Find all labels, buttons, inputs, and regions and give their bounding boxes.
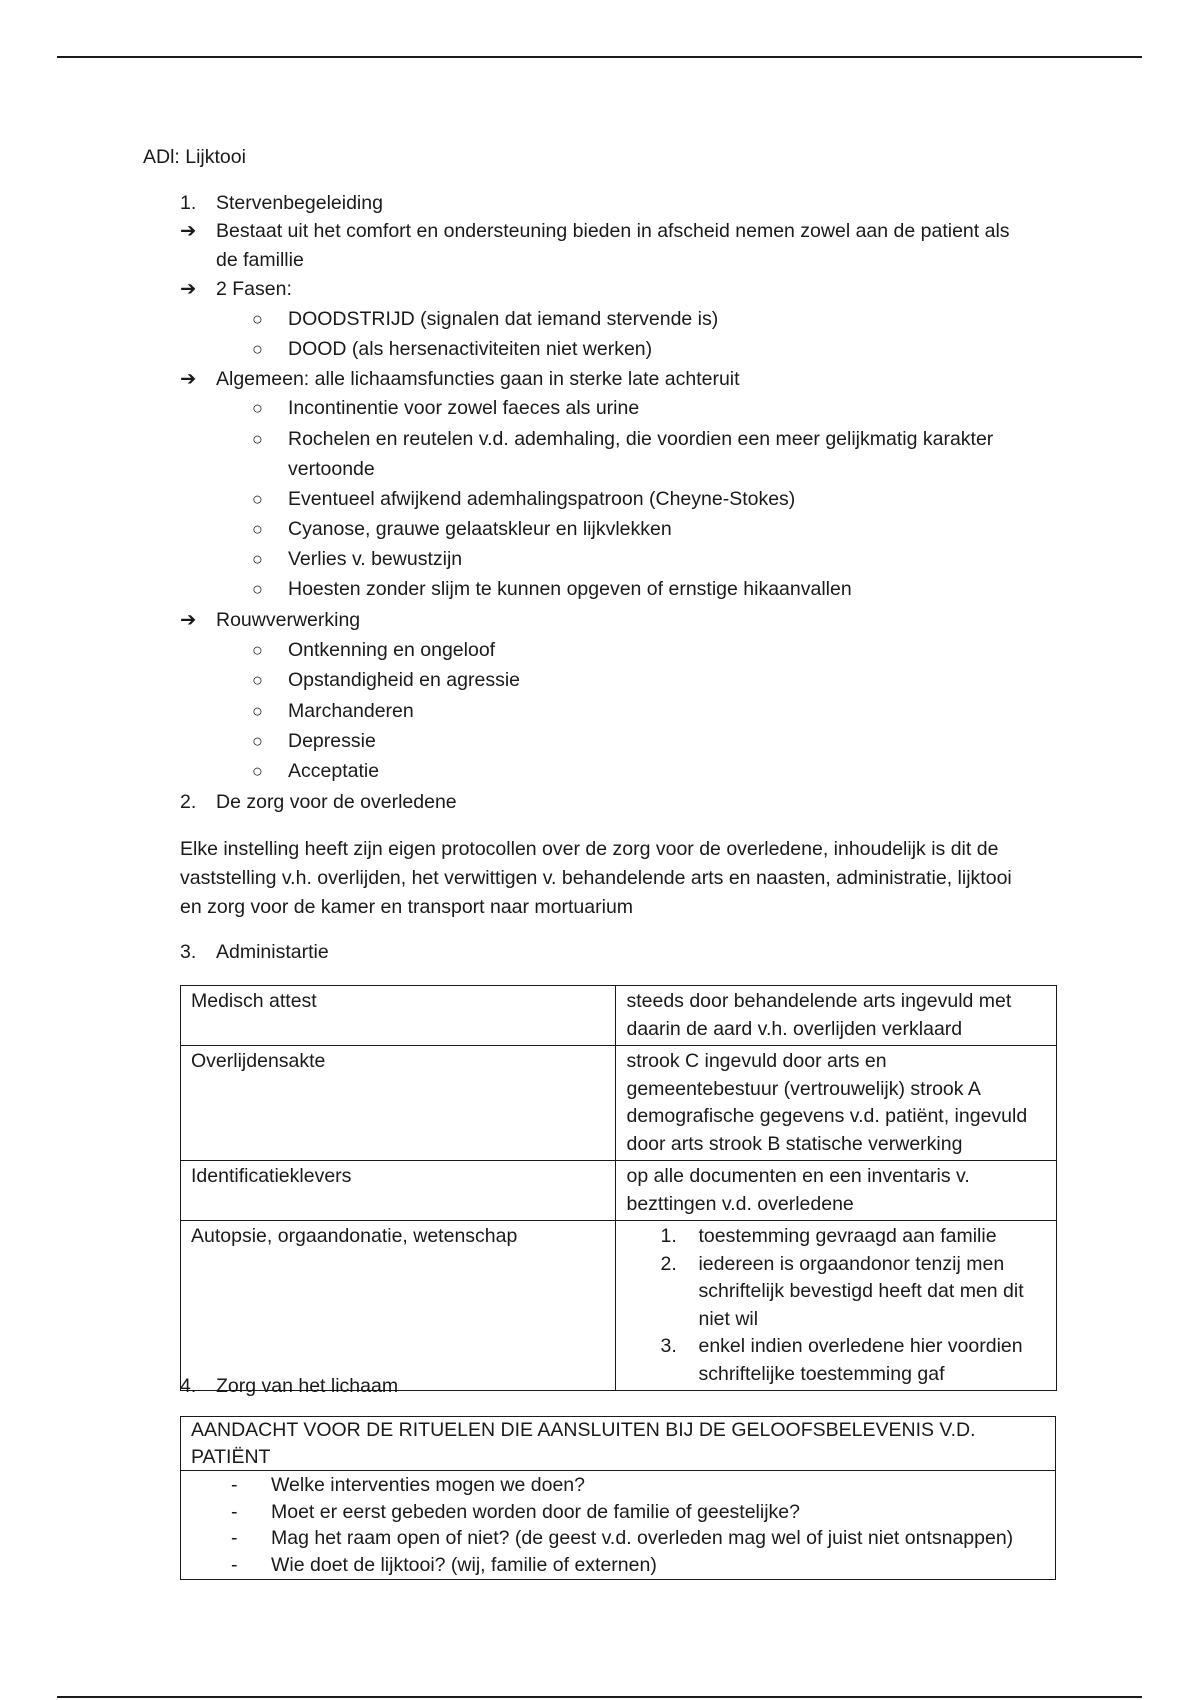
table-cell-label	[181, 1221, 616, 1391]
list-item	[231, 1552, 1045, 1579]
arrow-icon: ➔	[180, 278, 197, 300]
list-item-text: Welke interventies mogen we doen?	[271, 1474, 585, 1496]
box-body-row	[181, 1471, 1056, 1580]
table-cell-value	[616, 986, 1057, 1046]
cell-line: demografische gegevens v.d. patiënt, ingevuld	[626, 1105, 1028, 1127]
administration-table	[180, 985, 1057, 1391]
section-number: 3.	[180, 941, 197, 963]
list-item	[231, 1525, 1045, 1552]
table-cell-value	[616, 1046, 1057, 1161]
dash-bullet-icon: -	[231, 1553, 238, 1576]
dash-bullet-icon: -	[231, 1474, 238, 1496]
item-line: niet wil	[698, 1307, 759, 1330]
cell-line: bezttingen v.d. overledene	[626, 1192, 854, 1215]
circle-bullet-icon: ○	[252, 309, 263, 329]
table-row	[181, 1161, 1057, 1221]
box-header: AANDACHT VOOR DE RITUELEN DIE AANSLUITEN BIJ DE GELOOFSBELEVENIS V.D. PATIËNT	[181, 1417, 1056, 1471]
list-item	[231, 1472, 1045, 1499]
header-rule	[57, 56, 1142, 58]
table-row	[181, 1221, 1057, 1391]
list-item	[231, 1499, 1045, 1526]
sub-item-text: Incontinentie voor zowel faeces als urine	[288, 397, 640, 419]
sub-item-continuation: vertoonde	[288, 458, 375, 480]
circle-bullet-icon: ○	[252, 731, 263, 751]
sub-item-text: Hoesten zonder slijm te kunnen opgeven of ernstige hikaanvallen	[288, 578, 852, 600]
dash-bullet-icon: -	[231, 1527, 238, 1549]
document-title: ADl: Lijktooi	[143, 146, 246, 168]
circle-bullet-icon: ○	[252, 701, 263, 721]
list-item-text: Mag het raam open of niet? (de geest v.d. overleden mag wel of juist niet ontsnappen)	[271, 1527, 1014, 1549]
dash-bullet-icon: -	[231, 1500, 238, 1523]
section-number: 4.	[180, 1375, 197, 1397]
numbered-item	[616, 1251, 1046, 1334]
cell-line: door arts strook B statische verwerking	[626, 1132, 963, 1155]
cell-text: Autopsie, orgaandonatie, wetenschap	[191, 1225, 518, 1247]
cell-line: gemeentebestuur (vertrouwelijk) strook A	[626, 1077, 981, 1100]
item-line: schriftelijk bevestigd heeft dat men dit	[698, 1280, 1024, 1302]
cell-line: daarin de aard v.h. overlijden verklaard	[626, 1017, 963, 1040]
item-number: 2.	[660, 1252, 677, 1275]
item-number: 1.	[660, 1225, 677, 1247]
table-row	[181, 986, 1057, 1046]
sub-item-text: Rochelen en reutelen v.d. ademhaling, die voordien een meer gelijkmatig karakter	[288, 428, 994, 450]
circle-bullet-icon: ○	[252, 398, 263, 418]
cell-text: Medisch attest	[191, 990, 317, 1012]
sub-item-text: DOOD (als hersenactiviteiten niet werken)	[288, 338, 653, 360]
arrow-item-text: Algemeen: alle lichaamsfuncties gaan in sterke late achteruit	[216, 368, 740, 390]
item-line: enkel indien overledene hier voordien	[698, 1335, 1023, 1357]
table-cell-label	[181, 1046, 616, 1161]
cell-text: Identificatieklevers	[191, 1165, 352, 1187]
sub-item-text: Ontkenning en ongeloof	[288, 639, 496, 661]
box-body	[181, 1471, 1056, 1580]
table-row	[181, 1046, 1057, 1161]
section-number: 2.	[180, 791, 197, 813]
section-title: Zorg van het lichaam	[216, 1375, 399, 1397]
numbered-item	[616, 1223, 1046, 1251]
item-line: schriftelijke toestemming gaf	[698, 1362, 945, 1385]
item-line: toestemming gevraagd aan familie	[698, 1225, 997, 1247]
cell-text: Overlijdensakte	[191, 1050, 326, 1072]
circle-bullet-icon: ○	[252, 761, 263, 781]
sub-item-text: Marchanderen	[288, 700, 414, 722]
section-title: Administartie	[216, 941, 329, 963]
circle-bullet-icon: ○	[252, 429, 263, 449]
table-cell-label	[181, 1161, 616, 1221]
box-header-row	[181, 1417, 1056, 1471]
circle-bullet-icon: ○	[252, 489, 263, 509]
sub-item-text: DOODSTRIJD (signalen dat iemand stervende is)	[288, 308, 719, 330]
sub-item-text: Cyanose, grauwe gelaatskleur en lijkvlekken	[288, 518, 672, 540]
table-cell-value	[616, 1221, 1057, 1391]
circle-bullet-icon: ○	[252, 519, 263, 539]
table-cell-label	[181, 986, 616, 1046]
item-number: 3.	[660, 1335, 677, 1357]
footer-rule	[57, 1696, 1142, 1698]
list-item-text: Moet er eerst gebeden worden door de familie of geestelijke?	[271, 1500, 800, 1523]
circle-bullet-icon: ○	[252, 549, 263, 569]
arrow-item-text: Rouwverwerking	[216, 609, 361, 631]
arrow-icon: ➔	[180, 609, 197, 631]
numbered-item	[616, 1333, 1046, 1388]
cell-line: strook C ingevuld door arts en	[626, 1050, 887, 1072]
arrow-item-text: 2 Fasen:	[216, 278, 292, 300]
sub-item-text: Eventueel afwijkend ademhalingspatroon (Cheyne-Stokes)	[288, 488, 796, 510]
arrow-item-text: Bestaat uit het comfort en ondersteuning bieden in afscheid nemen zowel aan de patient als	[216, 220, 1010, 242]
table-cell-value	[616, 1161, 1057, 1221]
circle-bullet-icon: ○	[252, 339, 263, 359]
paragraph-line: Elke instelling heeft zijn eigen protocollen over de zorg voor de overledene, inhoudelijk is dit de	[180, 838, 999, 860]
sub-item-text: Opstandigheid en agressie	[288, 669, 520, 691]
circle-bullet-icon: ○	[252, 670, 263, 690]
arrow-icon: ➔	[180, 220, 197, 242]
section-title: De zorg voor de overledene	[216, 791, 457, 813]
circle-bullet-icon: ○	[252, 579, 263, 599]
arrow-item-continuation: de famillie	[216, 249, 304, 271]
section-number: 1.	[180, 192, 197, 214]
paragraph-line: vaststelling v.h. overlijden, het verwittigen v. behandelende arts en naasten, administratie, lijktooi	[180, 867, 1012, 889]
arrow-icon: ➔	[180, 368, 197, 390]
section-title: Stervenbegeleiding	[216, 192, 383, 214]
sub-item-text: Verlies v. bewustzijn	[288, 548, 463, 570]
paragraph-line: en zorg voor de kamer en transport naar mortuarium	[180, 896, 634, 918]
sub-item-text: Acceptatie	[288, 760, 380, 782]
cell-line: op alle documenten en een inventaris v.	[626, 1165, 970, 1187]
item-line: iedereen is orgaandonor tenzij men	[698, 1252, 1005, 1275]
question-list	[191, 1472, 1045, 1578]
circle-bullet-icon: ○	[252, 640, 263, 660]
sub-item-text: Depressie	[288, 730, 376, 752]
rituals-box	[180, 1416, 1056, 1580]
cell-line: steeds door behandelende arts ingevuld met	[626, 990, 1012, 1012]
list-item-text: Wie doet de lijktooi? (wij, familie of externen)	[271, 1553, 657, 1576]
